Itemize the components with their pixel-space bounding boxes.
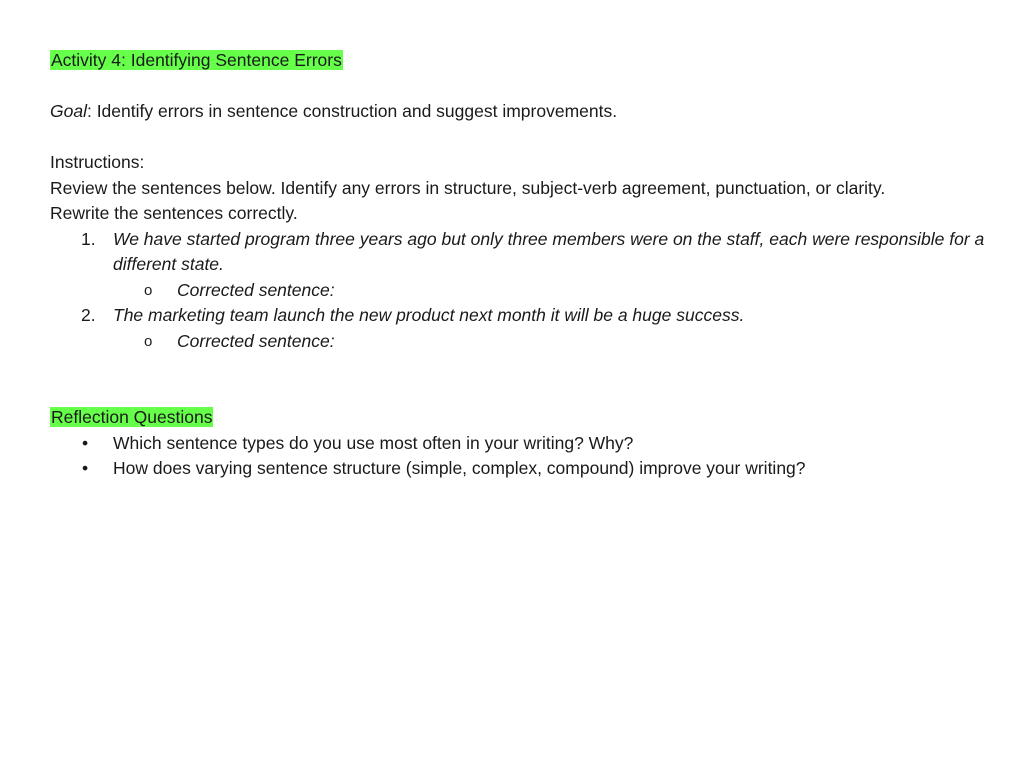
bullet-icon: • xyxy=(82,432,89,453)
instructions-heading: Instructions: xyxy=(50,152,145,172)
spacer xyxy=(50,74,1000,100)
goal-line xyxy=(50,99,1000,125)
activity-title: Activity 4: Identifying Sentence Errors xyxy=(51,50,342,70)
reflection-heading-line xyxy=(50,405,1000,431)
document-page xyxy=(50,48,1000,482)
instructions-line-1: Review the sentences below. Identify any errors in structure, subject-verb agreement, punctuation, or clarity. xyxy=(50,177,886,198)
corrected-item-2 xyxy=(50,329,1000,355)
corrected-label: Corrected sentence: xyxy=(177,279,335,300)
list-sentence: We have started program three years ago but only three members were on the staff, each were responsible for a different state. xyxy=(113,228,985,274)
goal-label: Goal xyxy=(50,101,87,121)
activity-heading-line xyxy=(50,48,1000,74)
bullet-icon: • xyxy=(82,458,89,478)
circle-bullet-icon: o xyxy=(144,332,153,350)
reflection-title: Reflection Questions xyxy=(51,407,213,427)
instructions-line-2: Rewrite the sentences correctly. xyxy=(50,203,298,223)
reflection-question-1 xyxy=(50,431,1000,457)
question-text: How does varying sentence structure (simple, complex, compound) improve your writing? xyxy=(113,458,806,478)
list-number: 2. xyxy=(81,305,96,325)
spacer xyxy=(50,125,1000,151)
corrected-label: Corrected sentence: xyxy=(177,330,335,351)
list-item-2 xyxy=(50,303,1000,329)
circle-bullet-icon: o xyxy=(144,281,153,299)
list-sentence: The marketing team launch the new product next month it will be a huge success. xyxy=(113,305,745,325)
goal-text: : Identify errors in sentence construction and suggest improvements. xyxy=(86,101,618,121)
reflection-question-2 xyxy=(50,456,1000,482)
list-item-1 xyxy=(50,227,1000,278)
question-text: Which sentence types do you use most often in your writing? Why? xyxy=(113,432,634,453)
list-number: 1. xyxy=(81,228,96,249)
spacer xyxy=(50,354,1000,405)
corrected-item-1 xyxy=(50,278,1000,304)
